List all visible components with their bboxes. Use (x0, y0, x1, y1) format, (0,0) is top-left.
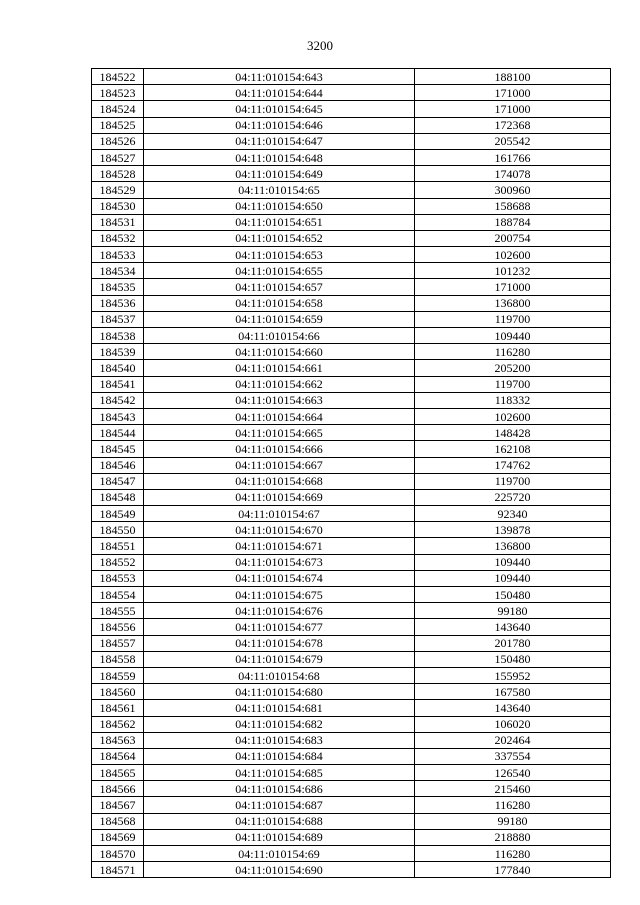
cadastral-number-cell: 04:11:010154:684 (144, 748, 415, 764)
value-cell: 126540 (415, 765, 611, 781)
cadastral-number-cell: 04:11:010154:686 (144, 781, 415, 797)
table-row (92, 765, 611, 781)
table-row (92, 538, 611, 554)
value-cell: 188784 (415, 214, 611, 230)
table-row (92, 133, 611, 149)
value-cell: 102600 (415, 247, 611, 263)
cadastral-number-cell: 04:11:010154:662 (144, 376, 415, 392)
cadastral-number-cell: 04:11:010154:674 (144, 570, 415, 586)
value-cell: 171000 (415, 85, 611, 101)
cadastral-number-cell: 04:11:010154:673 (144, 554, 415, 570)
table-row (92, 846, 611, 862)
value-cell: 161766 (415, 149, 611, 165)
table-row (92, 441, 611, 457)
row-number-cell: 184552 (92, 554, 144, 570)
table-row (92, 344, 611, 360)
cadastral-number-cell: 04:11:010154:645 (144, 101, 415, 117)
table-row (92, 376, 611, 392)
value-cell: 99180 (415, 603, 611, 619)
cadastral-number-cell: 04:11:010154:666 (144, 441, 415, 457)
cadastral-number-cell: 04:11:010154:683 (144, 732, 415, 748)
table-row (92, 392, 611, 408)
row-number-cell: 184537 (92, 311, 144, 327)
cadastral-number-cell: 04:11:010154:664 (144, 408, 415, 424)
cadastral-number-cell: 04:11:010154:663 (144, 392, 415, 408)
value-cell: 171000 (415, 279, 611, 295)
row-number-cell: 184544 (92, 425, 144, 441)
value-cell: 200754 (415, 230, 611, 246)
table-row (92, 651, 611, 667)
value-cell: 109440 (415, 554, 611, 570)
row-number-cell: 184557 (92, 635, 144, 651)
table-row (92, 700, 611, 716)
row-number-cell: 184523 (92, 85, 144, 101)
cadastral-number-cell: 04:11:010154:653 (144, 247, 415, 263)
cadastral-number-cell: 04:11:010154:665 (144, 425, 415, 441)
row-number-cell: 184538 (92, 328, 144, 344)
row-number-cell: 184548 (92, 489, 144, 505)
value-cell: 162108 (415, 441, 611, 457)
row-number-cell: 184553 (92, 570, 144, 586)
table-row (92, 829, 611, 845)
cadastral-number-cell: 04:11:010154:660 (144, 344, 415, 360)
value-cell: 92340 (415, 506, 611, 522)
row-number-cell: 184541 (92, 376, 144, 392)
cadastral-number-cell: 04:11:010154:646 (144, 117, 415, 133)
cadastral-number-cell: 04:11:010154:682 (144, 716, 415, 732)
value-cell: 118332 (415, 392, 611, 408)
cadastral-number-cell: 04:11:010154:688 (144, 813, 415, 829)
row-number-cell: 184535 (92, 279, 144, 295)
value-cell: 116280 (415, 797, 611, 813)
value-cell: 177840 (415, 862, 611, 878)
table-row (92, 797, 611, 813)
cadastral-number-cell: 04:11:010154:66 (144, 328, 415, 344)
cadastral-number-cell: 04:11:010154:668 (144, 473, 415, 489)
row-number-cell: 184549 (92, 506, 144, 522)
cadastral-number-cell: 04:11:010154:679 (144, 651, 415, 667)
value-cell: 136800 (415, 538, 611, 554)
row-number-cell: 184533 (92, 247, 144, 263)
value-cell: 116280 (415, 344, 611, 360)
row-number-cell: 184563 (92, 732, 144, 748)
row-number-cell: 184569 (92, 829, 144, 845)
row-number-cell: 184554 (92, 587, 144, 603)
row-number-cell: 184524 (92, 101, 144, 117)
row-number-cell: 184568 (92, 813, 144, 829)
cadastral-number-cell: 04:11:010154:648 (144, 149, 415, 165)
value-cell: 99180 (415, 813, 611, 829)
row-number-cell: 184543 (92, 408, 144, 424)
value-cell: 136800 (415, 295, 611, 311)
cadastral-number-cell: 04:11:010154:659 (144, 311, 415, 327)
table-row (92, 781, 611, 797)
table-row (92, 230, 611, 246)
table-row (92, 619, 611, 635)
cadastral-number-cell: 04:11:010154:667 (144, 457, 415, 473)
cadastral-number-cell: 04:11:010154:652 (144, 230, 415, 246)
cadastral-number-cell: 04:11:010154:690 (144, 862, 415, 878)
table-row (92, 862, 611, 878)
cadastral-number-cell: 04:11:010154:644 (144, 85, 415, 101)
table-row (92, 457, 611, 473)
table-row (92, 117, 611, 133)
row-number-cell: 184567 (92, 797, 144, 813)
table-body (92, 69, 611, 878)
row-number-cell: 184526 (92, 133, 144, 149)
row-number-cell: 184525 (92, 117, 144, 133)
table-row (92, 425, 611, 441)
cadastral-number-cell: 04:11:010154:676 (144, 603, 415, 619)
row-number-cell: 184522 (92, 69, 144, 85)
row-number-cell: 184532 (92, 230, 144, 246)
cadastral-number-cell: 04:11:010154:651 (144, 214, 415, 230)
row-number-cell: 184529 (92, 182, 144, 198)
cadastral-number-cell: 04:11:010154:67 (144, 506, 415, 522)
value-cell: 174762 (415, 457, 611, 473)
row-number-cell: 184550 (92, 522, 144, 538)
value-cell: 205200 (415, 360, 611, 376)
table-row (92, 748, 611, 764)
table-row (92, 522, 611, 538)
table-row (92, 587, 611, 603)
row-number-cell: 184547 (92, 473, 144, 489)
value-cell: 215460 (415, 781, 611, 797)
cadastral-number-cell: 04:11:010154:643 (144, 69, 415, 85)
cadastral-number-cell: 04:11:010154:681 (144, 700, 415, 716)
row-number-cell: 184566 (92, 781, 144, 797)
cadastral-number-cell: 04:11:010154:678 (144, 635, 415, 651)
cadastral-number-cell: 04:11:010154:657 (144, 279, 415, 295)
value-cell: 172368 (415, 117, 611, 133)
value-cell: 300960 (415, 182, 611, 198)
value-cell: 143640 (415, 700, 611, 716)
row-number-cell: 184530 (92, 198, 144, 214)
table-row (92, 635, 611, 651)
cadastral-number-cell: 04:11:010154:65 (144, 182, 415, 198)
table-row (92, 489, 611, 505)
table-row (92, 149, 611, 165)
row-number-cell: 184546 (92, 457, 144, 473)
cadastral-number-cell: 04:11:010154:658 (144, 295, 415, 311)
cadastral-number-cell: 04:11:010154:675 (144, 587, 415, 603)
row-number-cell: 184528 (92, 166, 144, 182)
cadastral-number-cell: 04:11:010154:685 (144, 765, 415, 781)
row-number-cell: 184540 (92, 360, 144, 376)
cadastral-number-cell: 04:11:010154:69 (144, 846, 415, 862)
cadastral-number-cell: 04:11:010154:670 (144, 522, 415, 538)
row-number-cell: 184555 (92, 603, 144, 619)
value-cell: 119700 (415, 376, 611, 392)
value-cell: 337554 (415, 748, 611, 764)
cadastral-number-cell: 04:11:010154:649 (144, 166, 415, 182)
row-number-cell: 184545 (92, 441, 144, 457)
row-number-cell: 184565 (92, 765, 144, 781)
row-number-cell: 184527 (92, 149, 144, 165)
value-cell: 225720 (415, 489, 611, 505)
table-row (92, 101, 611, 117)
table-row (92, 813, 611, 829)
table-row (92, 716, 611, 732)
value-cell: 188100 (415, 69, 611, 85)
row-number-cell: 184559 (92, 667, 144, 683)
table-row (92, 214, 611, 230)
row-number-cell: 184536 (92, 295, 144, 311)
value-cell: 109440 (415, 328, 611, 344)
value-cell: 167580 (415, 684, 611, 700)
row-number-cell: 184564 (92, 748, 144, 764)
table-row (92, 603, 611, 619)
row-number-cell: 184551 (92, 538, 144, 554)
row-number-cell: 184534 (92, 263, 144, 279)
value-cell: 155952 (415, 667, 611, 683)
table-row (92, 506, 611, 522)
value-cell: 205542 (415, 133, 611, 149)
table-row (92, 408, 611, 424)
table-row (92, 247, 611, 263)
value-cell: 119700 (415, 473, 611, 489)
table-row (92, 328, 611, 344)
value-cell: 150480 (415, 587, 611, 603)
cadastral-number-cell: 04:11:010154:68 (144, 667, 415, 683)
value-cell: 143640 (415, 619, 611, 635)
table-row (92, 69, 611, 85)
value-cell: 148428 (415, 425, 611, 441)
value-cell: 106020 (415, 716, 611, 732)
cadastral-number-cell: 04:11:010154:661 (144, 360, 415, 376)
value-cell: 201780 (415, 635, 611, 651)
row-number-cell: 184561 (92, 700, 144, 716)
table-row (92, 198, 611, 214)
row-number-cell: 184558 (92, 651, 144, 667)
table-row (92, 473, 611, 489)
value-cell: 171000 (415, 101, 611, 117)
value-cell: 139878 (415, 522, 611, 538)
value-cell: 109440 (415, 570, 611, 586)
row-number-cell: 184570 (92, 846, 144, 862)
table-row (92, 295, 611, 311)
value-cell: 101232 (415, 263, 611, 279)
table-row (92, 684, 611, 700)
row-number-cell: 184542 (92, 392, 144, 408)
table-row (92, 360, 611, 376)
cadastral-number-cell: 04:11:010154:671 (144, 538, 415, 554)
table-row (92, 554, 611, 570)
row-number-cell: 184571 (92, 862, 144, 878)
cadastral-number-cell: 04:11:010154:689 (144, 829, 415, 845)
cadastral-number-cell: 04:11:010154:669 (144, 489, 415, 505)
value-cell: 119700 (415, 311, 611, 327)
value-cell: 150480 (415, 651, 611, 667)
table-row (92, 732, 611, 748)
cadastral-number-cell: 04:11:010154:680 (144, 684, 415, 700)
table-row (92, 279, 611, 295)
cadastral-table (91, 68, 611, 878)
row-number-cell: 184560 (92, 684, 144, 700)
row-number-cell: 184539 (92, 344, 144, 360)
cadastral-number-cell: 04:11:010154:647 (144, 133, 415, 149)
cadastral-number-cell: 04:11:010154:677 (144, 619, 415, 635)
value-cell: 102600 (415, 408, 611, 424)
value-cell: 158688 (415, 198, 611, 214)
row-number-cell: 184562 (92, 716, 144, 732)
cadastral-number-cell: 04:11:010154:650 (144, 198, 415, 214)
table-row (92, 667, 611, 683)
table-row (92, 311, 611, 327)
page-number: 3200 (307, 38, 333, 53)
table-row (92, 166, 611, 182)
value-cell: 218880 (415, 829, 611, 845)
cadastral-number-cell: 04:11:010154:655 (144, 263, 415, 279)
row-number-cell: 184531 (92, 214, 144, 230)
table-row (92, 182, 611, 198)
value-cell: 116280 (415, 846, 611, 862)
table-row (92, 263, 611, 279)
table-row (92, 570, 611, 586)
value-cell: 174078 (415, 166, 611, 182)
value-cell: 202464 (415, 732, 611, 748)
row-number-cell: 184556 (92, 619, 144, 635)
table-row (92, 85, 611, 101)
cadastral-number-cell: 04:11:010154:687 (144, 797, 415, 813)
